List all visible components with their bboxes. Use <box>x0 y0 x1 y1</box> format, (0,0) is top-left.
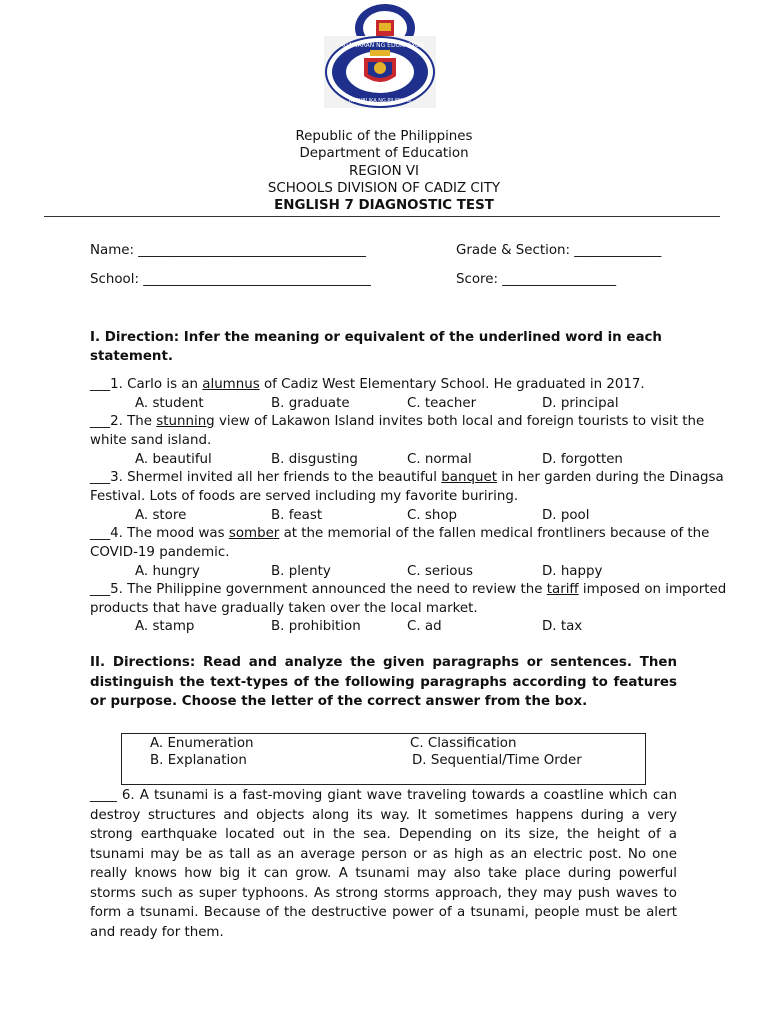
seal-inner-text: REPUBLIKA NG PILIPINAS <box>349 98 411 104</box>
choice-c: C. Classification <box>410 736 517 751</box>
school-field[interactable]: School: __________________________________ <box>90 272 371 287</box>
option-a[interactable]: A. student <box>135 396 204 411</box>
option-d[interactable]: D. happy <box>542 564 603 579</box>
text-type-choices-box <box>121 733 646 785</box>
header-divider <box>44 216 720 217</box>
test-title: ENGLISH 7 DIAGNOSTIC TEST <box>274 198 494 214</box>
option-a[interactable]: A. beautiful <box>135 452 212 467</box>
header-department: Department of Education <box>299 146 469 162</box>
question-5-cont: products that have gradually taken over the local market. <box>90 601 478 616</box>
header-republic: Republic of the Philippines <box>295 129 473 144</box>
option-c[interactable]: C. teacher <box>407 396 477 411</box>
option-a[interactable]: A. stamp <box>135 619 195 634</box>
grade-section-field[interactable]: Grade & Section: _____________ <box>456 243 662 258</box>
deped-seal-small <box>349 4 421 38</box>
question-2: ___2. The stunning view of Lakawon Island invites both local and foreign tourists to visit the <box>90 414 705 429</box>
option-d[interactable]: D. forgotten <box>542 452 623 467</box>
score-field[interactable]: Score: _________________ <box>456 272 617 287</box>
name-field[interactable]: Name: __________________________________ <box>90 243 366 258</box>
option-b[interactable]: B. feast <box>271 508 323 523</box>
option-a[interactable]: A. store <box>135 508 187 523</box>
question-5: ___5. The Philippine government announced the need to review the tariff imposed on imported <box>90 582 727 597</box>
option-d[interactable]: D. principal <box>542 396 619 411</box>
question-2-options <box>0 450 768 469</box>
question-4-cont: COVID-19 pandemic. <box>90 545 230 560</box>
option-a[interactable]: A. hungry <box>135 564 200 579</box>
option-d[interactable]: D. tax <box>542 619 583 634</box>
question-5-options <box>0 617 768 636</box>
choice-b: B. Explanation <box>150 753 247 768</box>
question-6-paragraph: ____ 6. A tsunami is a fast-moving giant wave traveling towards a coastline which can destroy structures and objects along its way. It sometimes happens during a very strong earthquake located out in the sea. Depending on its size, the height of a tsunami may be as tall as an average person or as high as an electric post. No one really knows how big it can grow. A tsunami may also take place during powerful storms such as super typhoons. As strong storms approach, they may push waves to form a tsunami. Because of the destructive power of a tsunami, people must be alert and ready for them. <box>90 788 677 940</box>
deped-seal-logo <box>324 36 436 108</box>
option-c[interactable]: C. serious <box>407 564 473 579</box>
question-1-options <box>0 394 768 413</box>
option-b[interactable]: B. prohibition <box>271 619 361 634</box>
header-region: REGION VI <box>348 163 419 179</box>
question-4: ___4. The mood was somber at the memorial of the fallen medical frontliners because of the <box>90 526 710 541</box>
part2-direction: II. Directions: Read and analyze the given paragraphs or sentences. Then distinguish the text-types of the following paragraphs according to features or purpose. Choose the letter of the correct answer from the box. <box>90 655 677 709</box>
option-b[interactable]: B. plenty <box>271 564 331 579</box>
choice-a: A. Enumeration <box>150 736 254 751</box>
option-c[interactable]: C. shop <box>407 508 458 523</box>
question-3: ___3. Shermel invited all her friends to the beautiful banquet in her garden during the Dinagsa <box>90 470 724 485</box>
question-1: ___1. Carlo is an alumnus of Cadiz West Elementary School. He graduated in 2017. <box>90 377 645 392</box>
underlined-word: tariff <box>546 582 579 597</box>
option-b[interactable]: B. disgusting <box>271 452 358 467</box>
question-4-options <box>0 562 768 581</box>
question-3-cont: Festival. Lots of foods are served including my favorite buriring. <box>90 489 519 504</box>
option-c[interactable]: C. ad <box>407 619 442 634</box>
option-d[interactable]: D. pool <box>542 508 590 523</box>
header-division: SCHOOLS DIVISION OF CADIZ CITY <box>267 180 501 196</box>
part1-direction-line2: statement. <box>90 349 173 364</box>
choice-d: D. Sequential/Time Order <box>412 753 582 768</box>
seal-outer-text: KAGAWARAN NG EDUKASYON <box>335 42 425 49</box>
question-2-cont: white sand island. <box>90 433 212 448</box>
question-3-options <box>0 506 768 525</box>
underlined-word: banquet <box>441 470 497 485</box>
option-c[interactable]: C. normal <box>407 452 472 467</box>
underlined-word: somber <box>228 526 280 541</box>
underlined-word: alumnus <box>202 377 260 392</box>
document-header <box>0 128 768 214</box>
option-b[interactable]: B. graduate <box>271 396 350 411</box>
part1-direction <box>90 328 662 366</box>
part1-direction-line1: I. Direction: Infer the meaning or equivalent of the underlined word in each <box>90 330 662 345</box>
underlined-word: stunning <box>156 414 215 429</box>
